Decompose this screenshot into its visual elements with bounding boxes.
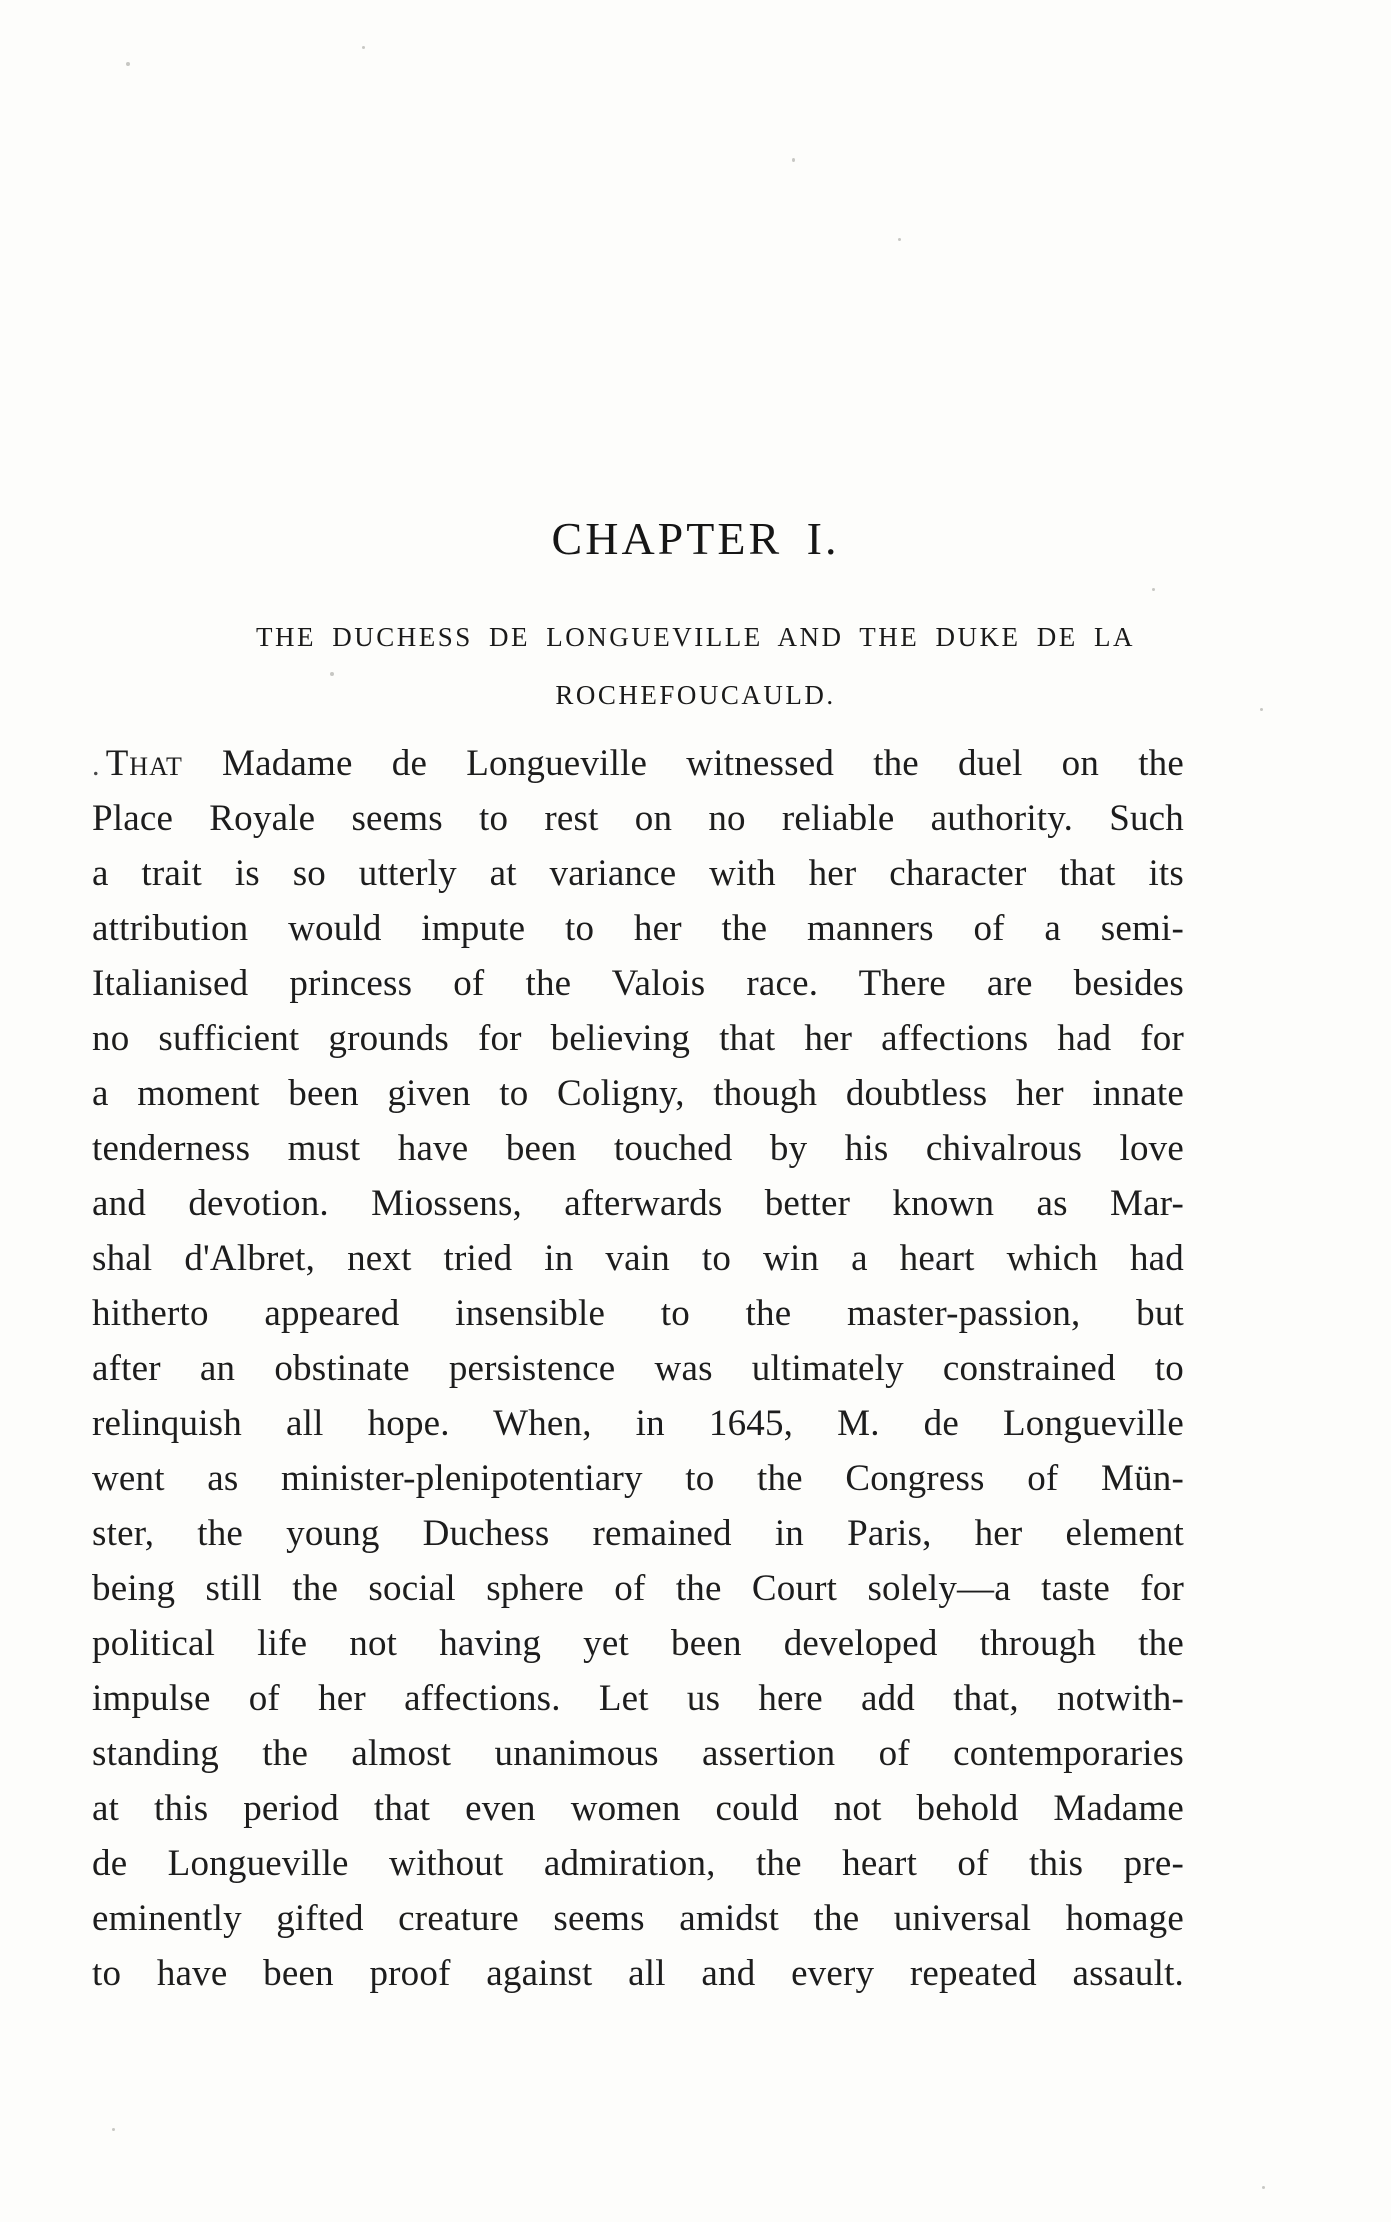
body-line: Place Royale seems to rest on no reliable authority. Such: [92, 798, 1184, 839]
body-line: being still the social sphere of the Court solely—a taste for: [92, 1568, 1184, 1609]
body-line: after an obstinate persistence was ultimately constrained to: [92, 1348, 1184, 1389]
body-line: de Longueville without admiration, the heart of this pre-: [92, 1843, 1184, 1884]
chapter-subtitle-line-2: ROCHEFOUCAULD.: [555, 680, 836, 710]
scan-speck: [1262, 2186, 1265, 2189]
scan-speck: [126, 62, 130, 66]
body-line: ster, the young Duchess remained in Paris, her element: [92, 1513, 1184, 1554]
body-line: impulse of her affections. Let us here add that, notwith-: [92, 1678, 1184, 1719]
body-line: a moment been given to Coligny, though doubtless her innate: [92, 1073, 1184, 1114]
body-line: tenderness must have been touched by his chivalrous love: [92, 1128, 1184, 1169]
first-line-rest: Madame de Longueville witnessed the duel on the: [221, 743, 1184, 784]
body-line: no sufficient grounds for believing that her affections had for: [92, 1018, 1184, 1059]
body-line-first: [92, 736, 1184, 791]
body-line: eminently gifted creature seems amidst the universal homage: [92, 1898, 1184, 1939]
scan-speck: [112, 2128, 115, 2131]
body-line: attribution would impute to her the manners of a semi-: [92, 908, 1184, 949]
scan-speck: [898, 238, 901, 241]
body-line: a trait is so utterly at variance with her character that its: [92, 853, 1184, 894]
scan-speck: [1152, 588, 1155, 591]
chapter-subtitle: [120, 608, 1271, 724]
body-line: Italianised princess of the Valois race. There are besides: [92, 963, 1184, 1004]
lead-word: That: [105, 743, 183, 784]
scan-speck: [362, 46, 365, 49]
scan-speck: [792, 158, 795, 162]
body-line: and devotion. Miossens, afterwards better known as Mar-: [92, 1183, 1184, 1224]
body-line: political life not having yet been developed through the: [92, 1623, 1184, 1664]
body-line: shal d'Albret, next tried in vain to win a heart which had: [92, 1238, 1184, 1279]
body-line: relinquish all hope. When, in 1645, M. de Longueville: [92, 1403, 1184, 1444]
body-line: standing the almost unanimous assertion of contemporaries: [92, 1733, 1184, 1774]
body-line: went as minister-plenipotentiary to the Congress of Mün-: [92, 1458, 1184, 1499]
body-line: hitherto appeared insensible to the master-passion, but: [92, 1293, 1184, 1334]
scan-period-mark: .: [92, 749, 100, 782]
chapter-subtitle-line-1: THE DUCHESS DE LONGUEVILLE AND THE DUKE DE LA: [256, 622, 1135, 652]
body-line: to have been proof against all and every repeated assault.: [92, 1953, 1184, 1994]
body-line: at this period that even women could not behold Madame: [92, 1788, 1184, 1829]
chapter-heading: CHAPTER I.: [551, 513, 840, 564]
body-paragraph: [92, 736, 1184, 2001]
